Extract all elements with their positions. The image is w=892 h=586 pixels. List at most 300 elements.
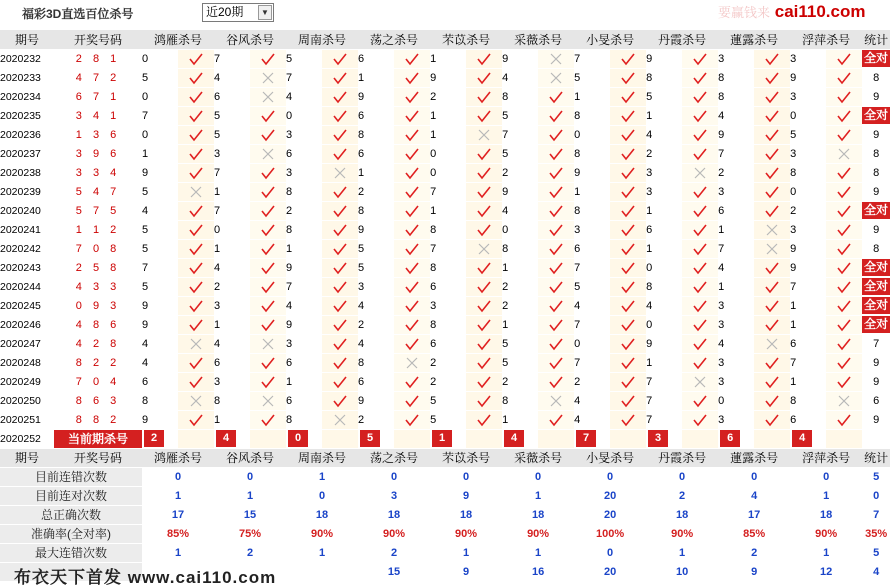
check-icon: [764, 375, 780, 389]
kill-number-cell: 8: [502, 391, 538, 410]
kill-number-cell: 7: [502, 125, 538, 144]
kill-number-cell: 3: [718, 353, 754, 372]
table-row: [0, 353, 890, 372]
check-icon: [548, 280, 564, 294]
current-kill-cell: [142, 429, 178, 448]
kill-number-cell: 1: [646, 239, 682, 258]
table-row: [0, 163, 890, 182]
kill-result-cell: [178, 334, 214, 353]
kill-number-cell: 2: [358, 410, 394, 429]
kill-number-cell: 6: [790, 410, 826, 429]
kill-number-cell: 2: [574, 372, 610, 391]
stat-cell: 8: [862, 144, 890, 163]
check-icon: [836, 318, 852, 332]
kill-result-cell: [178, 410, 214, 429]
check-icon: [836, 299, 852, 313]
kill-number-cell: 1: [790, 315, 826, 334]
check-icon: [620, 147, 636, 161]
kill-result-cell: [178, 372, 214, 391]
check-icon: [692, 261, 708, 275]
cross-icon: [548, 394, 564, 408]
kill-number-cell: 4: [286, 87, 322, 106]
check-icon: [836, 166, 852, 180]
kill-result-cell: [322, 391, 358, 410]
kill-result-cell: [826, 201, 862, 220]
summary-value: 0: [214, 467, 286, 486]
check-icon: [620, 299, 636, 313]
kill-number-cell: 1: [358, 163, 394, 182]
kill-number-cell: 7: [718, 239, 754, 258]
check-icon: [620, 204, 636, 218]
check-icon: [620, 223, 636, 237]
kill-number-cell: 3: [646, 182, 682, 201]
cross-icon: [404, 356, 420, 370]
summary-value: 15: [358, 562, 430, 581]
table-row: [0, 182, 890, 201]
summary-value: 1: [790, 543, 862, 562]
check-icon: [476, 299, 492, 313]
kill-number-cell: 4: [142, 353, 178, 372]
kill-number-cell: 6: [358, 49, 394, 68]
kill-result-cell: [178, 296, 214, 315]
kill-result-cell: [394, 353, 430, 372]
check-icon: [332, 356, 348, 370]
kill-number-cell: 1: [214, 410, 250, 429]
cross-icon: [476, 242, 492, 256]
kill-result-cell: [826, 296, 862, 315]
check-icon: [764, 71, 780, 85]
kill-number-cell: 3: [790, 220, 826, 239]
kill-number-cell: 1: [430, 106, 466, 125]
cross-icon: [332, 166, 348, 180]
check-icon: [692, 204, 708, 218]
kill-number-cell: 0: [502, 220, 538, 239]
kill-number-cell: 6: [574, 239, 610, 258]
check-icon: [836, 280, 852, 294]
summary-row: [0, 486, 890, 505]
check-icon: [620, 166, 636, 180]
summary-label: 最大连错次数: [0, 543, 142, 562]
col-header-killer: 采薇杀号: [502, 30, 574, 49]
kill-number-cell: 4: [574, 296, 610, 315]
winning-number-cell: 7 0 4: [54, 372, 142, 391]
kill-number-cell: 4: [718, 106, 754, 125]
kill-result-cell: [178, 220, 214, 239]
period-cell: 2020246: [0, 315, 54, 334]
kill-number-cell: 9: [646, 334, 682, 353]
check-icon: [188, 71, 204, 85]
kill-result-cell: [394, 277, 430, 296]
current-kill-badge: 4: [216, 430, 236, 447]
summary-stat: 5: [862, 467, 890, 486]
summary-value: 90%: [646, 524, 718, 543]
kill-number-cell: 8: [574, 201, 610, 220]
summary-value: 2: [214, 543, 286, 562]
kill-result-cell: [682, 106, 718, 125]
kill-number-cell: 8: [430, 220, 466, 239]
kill-result-cell: [322, 296, 358, 315]
kill-number-cell: 7: [646, 410, 682, 429]
check-icon: [692, 109, 708, 123]
check-icon: [332, 375, 348, 389]
kill-result-cell: [250, 391, 286, 410]
summary-value: 9: [430, 562, 502, 581]
check-icon: [476, 185, 492, 199]
kill-number-cell: 1: [574, 182, 610, 201]
kill-number-cell: 4: [286, 296, 322, 315]
check-icon: [548, 90, 564, 104]
summary-row: [0, 543, 890, 562]
col-header-winning: 开奖号码: [54, 30, 142, 49]
summary-value: 1: [286, 467, 358, 486]
winning-number-cell: 1 3 6: [54, 125, 142, 144]
col-header-winning: 开奖号码: [54, 448, 142, 467]
cross-icon: [476, 128, 492, 142]
cross-icon: [764, 337, 780, 351]
summary-value: 18: [430, 505, 502, 524]
kill-result-cell: [250, 144, 286, 163]
check-icon: [836, 128, 852, 142]
kill-result-cell: [754, 334, 790, 353]
kill-result-cell: [826, 410, 862, 429]
kill-number-cell: 2: [430, 353, 466, 372]
kill-result-cell: [610, 372, 646, 391]
kill-result-cell: [322, 315, 358, 334]
summary-stat: 7: [862, 505, 890, 524]
current-kill-cell: [214, 429, 250, 448]
cross-icon: [692, 375, 708, 389]
kill-result-cell: [682, 201, 718, 220]
winning-number-cell: 3 9 6: [54, 144, 142, 163]
kill-number-cell: 5: [214, 106, 250, 125]
stat-cell: 8: [862, 163, 890, 182]
cross-icon: [548, 71, 564, 85]
stat-cell: [862, 315, 890, 334]
kill-result-cell: [466, 106, 502, 125]
kill-number-cell: 1: [790, 372, 826, 391]
kill-result-cell: [322, 125, 358, 144]
summary-value: 10: [646, 562, 718, 581]
check-icon: [332, 52, 348, 66]
winning-number-cell: 8 8 2: [54, 410, 142, 429]
check-icon: [188, 223, 204, 237]
kill-number-cell: 8: [286, 220, 322, 239]
check-icon: [404, 109, 420, 123]
chevron-down-icon[interactable]: ▼: [258, 5, 272, 20]
kill-result-cell: [538, 68, 574, 87]
kill-result-cell: [682, 163, 718, 182]
kill-result-cell: [610, 87, 646, 106]
kill-result-cell: [322, 410, 358, 429]
summary-label: 总正确次数: [0, 505, 142, 524]
stat-cell: 8: [862, 239, 890, 258]
kill-result-cell: [754, 277, 790, 296]
kill-number-cell: 4: [142, 201, 178, 220]
check-icon: [548, 261, 564, 275]
check-icon: [620, 242, 636, 256]
check-icon: [332, 318, 348, 332]
summary-value: [286, 562, 358, 581]
kill-result-cell: [538, 315, 574, 334]
kill-result-cell: [538, 334, 574, 353]
check-icon: [476, 90, 492, 104]
stat-cell: 8: [862, 68, 890, 87]
kill-number-cell: 4: [358, 334, 394, 353]
winning-number-cell: 0 9 3: [54, 296, 142, 315]
check-icon: [260, 185, 276, 199]
check-icon: [260, 204, 276, 218]
kill-number-cell: 5: [286, 49, 322, 68]
col-header-period: 期号: [0, 30, 54, 49]
check-icon: [260, 166, 276, 180]
kill-result-cell: [610, 239, 646, 258]
check-icon: [188, 299, 204, 313]
check-icon: [620, 261, 636, 275]
check-icon: [836, 185, 852, 199]
stat-cell: [862, 106, 890, 125]
check-icon: [476, 261, 492, 275]
kill-result-cell: [322, 334, 358, 353]
kill-number-cell: 3: [214, 296, 250, 315]
kill-result-cell: [322, 87, 358, 106]
period-range-select[interactable]: [202, 3, 274, 22]
kill-result-cell: [466, 49, 502, 68]
kill-result-cell: [394, 334, 430, 353]
check-icon: [476, 394, 492, 408]
summary-value: 9: [430, 486, 502, 505]
kill-result-cell: [826, 315, 862, 334]
kill-number-cell: 5: [214, 125, 250, 144]
kill-result-cell: [538, 125, 574, 144]
summary-stat: 35%: [862, 524, 890, 543]
kill-number-cell: 7: [574, 258, 610, 277]
kill-number-cell: 3: [718, 49, 754, 68]
summary-value: 2: [718, 543, 790, 562]
summary-value: 1: [502, 486, 574, 505]
summary-stat: 0: [862, 486, 890, 505]
kill-number-cell: 9: [790, 239, 826, 258]
kill-number-cell: 9: [358, 87, 394, 106]
kill-number-cell: 2: [790, 201, 826, 220]
check-icon: [476, 337, 492, 351]
kill-number-cell: 2: [718, 163, 754, 182]
check-icon: [764, 394, 780, 408]
kill-number-cell: 7: [646, 391, 682, 410]
kill-number-cell: 6: [430, 277, 466, 296]
current-kill-badge: 2: [144, 430, 164, 447]
kill-result-cell: [466, 372, 502, 391]
kill-number-cell: 2: [502, 372, 538, 391]
check-icon: [764, 413, 780, 427]
check-icon: [476, 204, 492, 218]
table-row: [0, 258, 890, 277]
col-header-killer: 鸿雁杀号: [142, 30, 214, 49]
col-header-killer: 鸿雁杀号: [142, 448, 214, 467]
check-icon: [188, 318, 204, 332]
check-icon: [476, 52, 492, 66]
kill-number-cell: 1: [430, 49, 466, 68]
period-cell: 2020232: [0, 49, 54, 68]
period-cell: 2020236: [0, 125, 54, 144]
all-correct-badge: 全对: [864, 279, 889, 293]
kill-number-cell: 9: [358, 391, 394, 410]
table-row: [0, 106, 890, 125]
kill-result-cell: [826, 258, 862, 277]
kill-result-cell: [178, 258, 214, 277]
kill-number-cell: 0: [574, 125, 610, 144]
kill-number-cell: 5: [502, 334, 538, 353]
check-icon: [476, 71, 492, 85]
check-icon: [188, 356, 204, 370]
period-cell: 2020239: [0, 182, 54, 201]
kill-result-cell: [466, 239, 502, 258]
kill-result-cell: [538, 87, 574, 106]
check-icon: [620, 280, 636, 294]
kill-number-cell: 5: [502, 106, 538, 125]
check-icon: [188, 261, 204, 275]
summary-value: 75%: [214, 524, 286, 543]
check-icon: [836, 356, 852, 370]
kill-number-cell: 1: [502, 258, 538, 277]
stat-cell: 9: [862, 87, 890, 106]
kill-number-cell: 0: [790, 182, 826, 201]
table-row: [0, 372, 890, 391]
kill-result-cell: [754, 49, 790, 68]
current-kill-spacer: [754, 429, 790, 448]
kill-result-cell: [610, 296, 646, 315]
winning-number-cell: 2 8 1: [54, 49, 142, 68]
check-icon: [476, 223, 492, 237]
col-header-period: 期号: [0, 448, 54, 467]
check-icon: [692, 71, 708, 85]
check-icon: [548, 242, 564, 256]
cross-icon: [188, 185, 204, 199]
current-period-row: [0, 429, 890, 448]
winning-number-cell: 4 3 3: [54, 277, 142, 296]
check-icon: [476, 109, 492, 123]
kill-result-cell: [178, 182, 214, 201]
kill-result-cell: [178, 277, 214, 296]
check-icon: [548, 318, 564, 332]
col-header-killer: 小旻杀号: [574, 448, 646, 467]
kill-result-cell: [394, 49, 430, 68]
kill-number-cell: 1: [790, 296, 826, 315]
kill-number-cell: 5: [646, 87, 682, 106]
all-correct-badge: 全对: [864, 108, 889, 122]
current-kill-cell: [358, 429, 394, 448]
kill-result-cell: [178, 239, 214, 258]
kill-number-cell: 7: [286, 68, 322, 87]
winning-number-cell: 8 6 3: [54, 391, 142, 410]
kill-result-cell: [826, 144, 862, 163]
kill-result-cell: [466, 144, 502, 163]
kill-number-cell: 3: [286, 125, 322, 144]
current-kill-cell: [646, 429, 682, 448]
kill-result-cell: [826, 353, 862, 372]
kill-number-cell: 0: [646, 315, 682, 334]
kill-number-cell: 6: [718, 201, 754, 220]
kill-number-table: [0, 30, 890, 582]
kill-result-cell: [250, 106, 286, 125]
check-icon: [404, 299, 420, 313]
col-header-killer: 谷风杀号: [214, 448, 286, 467]
summary-value: 18: [358, 505, 430, 524]
kill-number-cell: 5: [142, 182, 178, 201]
period-cell: 2020243: [0, 258, 54, 277]
kill-result-cell: [826, 239, 862, 258]
summary-value: 0: [430, 467, 502, 486]
summary-value: 90%: [502, 524, 574, 543]
check-icon: [404, 261, 420, 275]
kill-result-cell: [538, 106, 574, 125]
footer-watermark: 布衣天下首发 www.cai110.com: [14, 568, 277, 586]
check-icon: [332, 280, 348, 294]
check-icon: [692, 394, 708, 408]
all-correct-badge: 全对: [864, 260, 889, 274]
kill-result-cell: [610, 277, 646, 296]
kill-result-cell: [610, 182, 646, 201]
stat-cell: 9: [862, 353, 890, 372]
summary-value: 18: [790, 505, 862, 524]
table-row: [0, 87, 890, 106]
current-kill-badge: 0: [288, 430, 308, 447]
table-row: [0, 277, 890, 296]
kill-result-cell: [754, 258, 790, 277]
kill-number-cell: 7: [286, 277, 322, 296]
kill-number-cell: 7: [142, 258, 178, 277]
summary-value: 18: [502, 505, 574, 524]
check-icon: [260, 261, 276, 275]
check-icon: [476, 318, 492, 332]
winning-number-cell: 6 7 1: [54, 87, 142, 106]
period-cell: 2020240: [0, 201, 54, 220]
kill-number-cell: 6: [430, 334, 466, 353]
cross-icon: [836, 147, 852, 161]
kill-number-cell: 8: [358, 353, 394, 372]
kill-result-cell: [682, 144, 718, 163]
kill-result-cell: [682, 353, 718, 372]
check-icon: [692, 147, 708, 161]
kill-result-cell: [682, 315, 718, 334]
kill-number-cell: 2: [646, 144, 682, 163]
check-icon: [836, 375, 852, 389]
cross-icon: [260, 394, 276, 408]
kill-result-cell: [754, 410, 790, 429]
col-header-killer: 小旻杀号: [574, 30, 646, 49]
check-icon: [188, 90, 204, 104]
summary-value: 0: [358, 467, 430, 486]
kill-number-cell: 6: [286, 144, 322, 163]
kill-result-cell: [250, 68, 286, 87]
kill-result-cell: [322, 258, 358, 277]
winning-number-cell: 7 0 8: [54, 239, 142, 258]
check-icon: [836, 90, 852, 104]
check-icon: [692, 318, 708, 332]
check-icon: [332, 223, 348, 237]
current-kill-spacer: [610, 429, 646, 448]
kill-number-cell: 7: [790, 353, 826, 372]
summary-label: 目前连错次数: [0, 467, 142, 486]
col-header-stats: 统计: [862, 30, 890, 49]
check-icon: [548, 128, 564, 142]
cross-icon: [260, 337, 276, 351]
winning-number-cell: 5 7 5: [54, 201, 142, 220]
kill-result-cell: [538, 410, 574, 429]
kill-result-cell: [394, 144, 430, 163]
kill-result-cell: [538, 258, 574, 277]
check-icon: [188, 204, 204, 218]
table-row: [0, 125, 890, 144]
